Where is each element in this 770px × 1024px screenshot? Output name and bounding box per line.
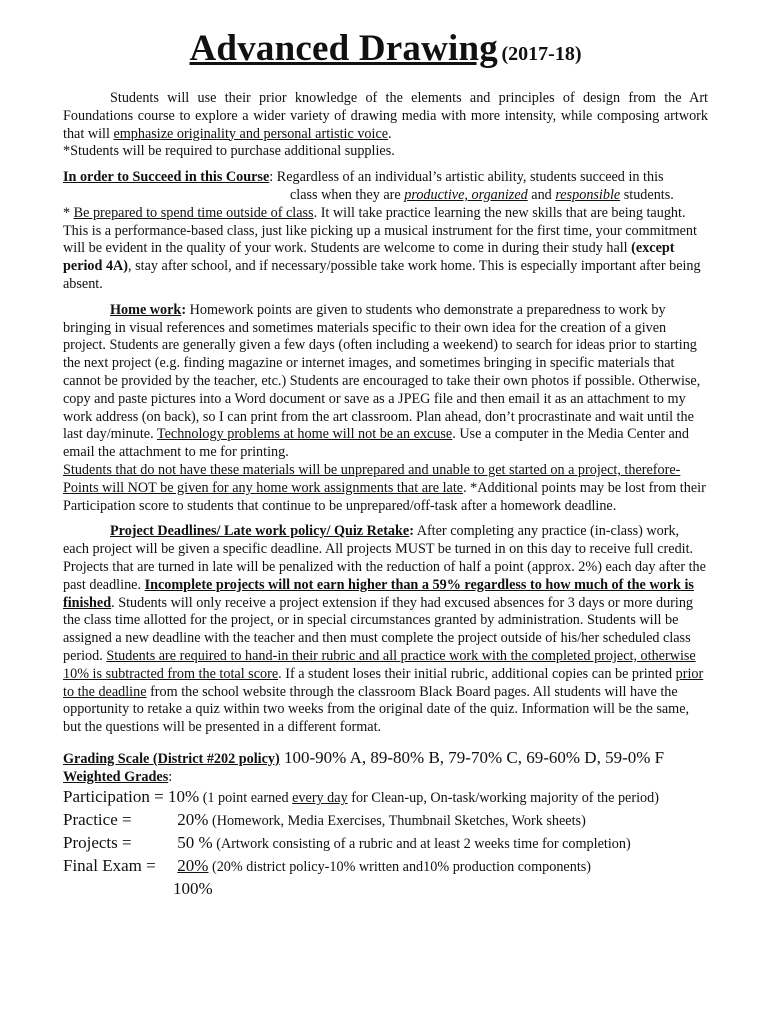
participation-percent: 10%	[167, 787, 200, 807]
deadlines-colon: :	[409, 523, 414, 540]
deadlines-text-3: . If a student loses their initial rubric, additional copies can be printed	[278, 665, 676, 682]
succeed-text-2: class when they are	[290, 186, 405, 203]
homework-paragraph	[63, 302, 708, 462]
every-day: every day	[292, 790, 348, 807]
succeed-heading: In order to Succeed in this Course	[63, 169, 270, 186]
projects-desc: (Artwork consisting of a rubric and at least 2 weeks time for completion)	[212, 836, 631, 853]
deadlines-heading: Project Deadlines/ Late work policy/ Quiz Retake	[110, 523, 410, 540]
grade-row-final	[63, 855, 708, 878]
rubric-policy: Students are required to hand-in their rubric and all practice work with the completed project, otherwise 10% is subtracted from the total score	[63, 647, 696, 682]
tech-problems: Technology problems at home will not be an excuse	[156, 426, 453, 443]
succeed-line-2	[63, 187, 708, 205]
deadlines-text: After completing any practice (in-class) work, each project will be given a specific deadline. All projects MUST be turned in on this day to receive full credit. Projects that are turned in late will be penalized with the reduction of half a point (approx. 2%) each day after the past deadline.	[63, 523, 706, 593]
participation-desc-2: for Clean-up, On-task/working majority of the period)	[347, 790, 659, 807]
succeed-paragraph	[63, 169, 708, 187]
weighted-heading: Weighted Grades	[63, 768, 169, 785]
projects-percent: 50 %	[177, 833, 213, 853]
grade-total: 100%	[173, 879, 213, 899]
intro-paragraph	[63, 90, 708, 143]
homework-heading: Home work	[110, 301, 182, 318]
projects-label: Projects =	[63, 833, 132, 853]
prepared-body: . It will take practice learning the new skills that are being taught. This is a performance-based class, just like picking up a musical instrument for the first time, your commitment will be evident in the quality of your work. Students are welcome to come in during their study hall	[63, 204, 697, 257]
spacer	[63, 161, 708, 169]
weighted-colon: :	[168, 768, 173, 785]
homework-text-3: . *Additional points may be lost from their Participation score to students that continue to be unprepared/off-task after a homework deadline.	[63, 479, 706, 514]
practice-desc: (Homework, Media Exercises, Thumbnail Sketches, Work sheets)	[208, 813, 586, 830]
productive-organized: productive, organized	[404, 186, 528, 203]
deadlines-text-4: from the school website through the classroom Black Board pages. All students will have the opportunity to retake a quiz within two weeks from the original date of the quiz. Information will be the same, but the questions will be presented in a different format.	[63, 683, 690, 736]
and-word: and	[527, 186, 556, 203]
star-marker: *	[63, 204, 74, 221]
responsible-word: responsible	[555, 186, 621, 203]
grade-row-projects	[63, 832, 708, 855]
prepared-end: , stay after school, and if necessary/possible take work home. This is especially important after being absent.	[63, 258, 701, 292]
succeed-text: : Regardless of an individual’s artistic ability, students succeed in this	[269, 169, 664, 186]
grading-scale	[63, 749, 708, 769]
students-word: students.	[620, 186, 674, 203]
practice-label: Practice =	[63, 810, 132, 830]
homework-text: Homework points are given to students who demonstrate a preparedness to work by bringing in visual references and sometimes materials specific to their own idea for the creation of a given project. Students are generally given a few days (often including a weekend) to search for ideas prior to starting the next project (e.g. finding magazine or internet images, and sometimes bringing in specific materials that cannot be provided by the teacher, etc.) Students are encouraged to take their own photos if possible. Otherwise, copy and paste pictures into a Word document or save as a JPEG file and then email it as an attachment to my work address (on back), so I can print from the art classroom. Plan ahead, don’t procrastinate and wait until the last day/minute.	[63, 301, 701, 443]
grading-heading: Grading Scale (District #202 policy)	[63, 750, 280, 767]
final-desc: (20% district policy-10% written and10% production components)	[208, 859, 592, 876]
incomplete-policy: Incomplete projects will not earn higher than a 59% regardless to how much of the work is finished	[63, 576, 694, 611]
prepared-text: Be prepared to spend time outside of class	[73, 204, 314, 221]
unprepared-text: Students that do not have these materials will be unprepared and unable to get started on a project, therefore- Points will NOT be given for any home work assignments that are late	[63, 461, 681, 496]
intro-text: Students will use their prior knowledge of the elements and principles of design from the Art Foundations course to explore a wider variety of drawing media with more intensity, while composing artwork that will	[63, 90, 708, 142]
intro-end: .	[388, 125, 392, 142]
document-page	[63, 28, 708, 899]
supplies-note: *Students will be required to purchase additional supplies.	[63, 143, 395, 160]
final-label: Final Exam =	[63, 856, 156, 876]
page-title: Advanced Drawing	[189, 28, 498, 69]
except-period: (except period 4A)	[63, 240, 675, 275]
title-line	[63, 28, 708, 86]
spacer	[63, 515, 708, 523]
grade-row-participation	[63, 786, 708, 809]
homework-text-2: . Use a computer in the Media Center and email the attachment to me for printing.	[63, 426, 689, 461]
intro-emphasis: emphasize originality and personal artistic voice	[113, 125, 389, 142]
homework-late-paragraph	[63, 462, 708, 515]
school-year: (2017-18)	[501, 43, 582, 65]
participation-desc: (1 point earned	[199, 790, 293, 807]
participation-label: Participation =	[63, 787, 168, 807]
weighted-heading-line	[63, 769, 708, 787]
homework-colon: :	[181, 301, 187, 318]
deadlines-paragraph	[63, 523, 708, 737]
prior-deadline: prior to the deadline	[63, 665, 704, 700]
prepared-paragraph	[63, 205, 708, 294]
grading-scale-values: 100-90% A, 89-80% B, 79-70% C, 69-60% D, 59-0% F	[279, 747, 665, 767]
deadlines-text-2: . Students will only receive a project extension if they had excused absences for 3 days or more during the class time allotted for the project, or in special circumstances granted by administration. Students will be assigned a new deadline with the teacher and then must complete the project outside of his/her scheduled class period.	[63, 594, 694, 664]
practice-percent: 20%	[177, 810, 209, 830]
final-percent: 20%	[177, 856, 209, 876]
spacer	[63, 294, 708, 302]
grade-row-practice	[63, 809, 708, 832]
